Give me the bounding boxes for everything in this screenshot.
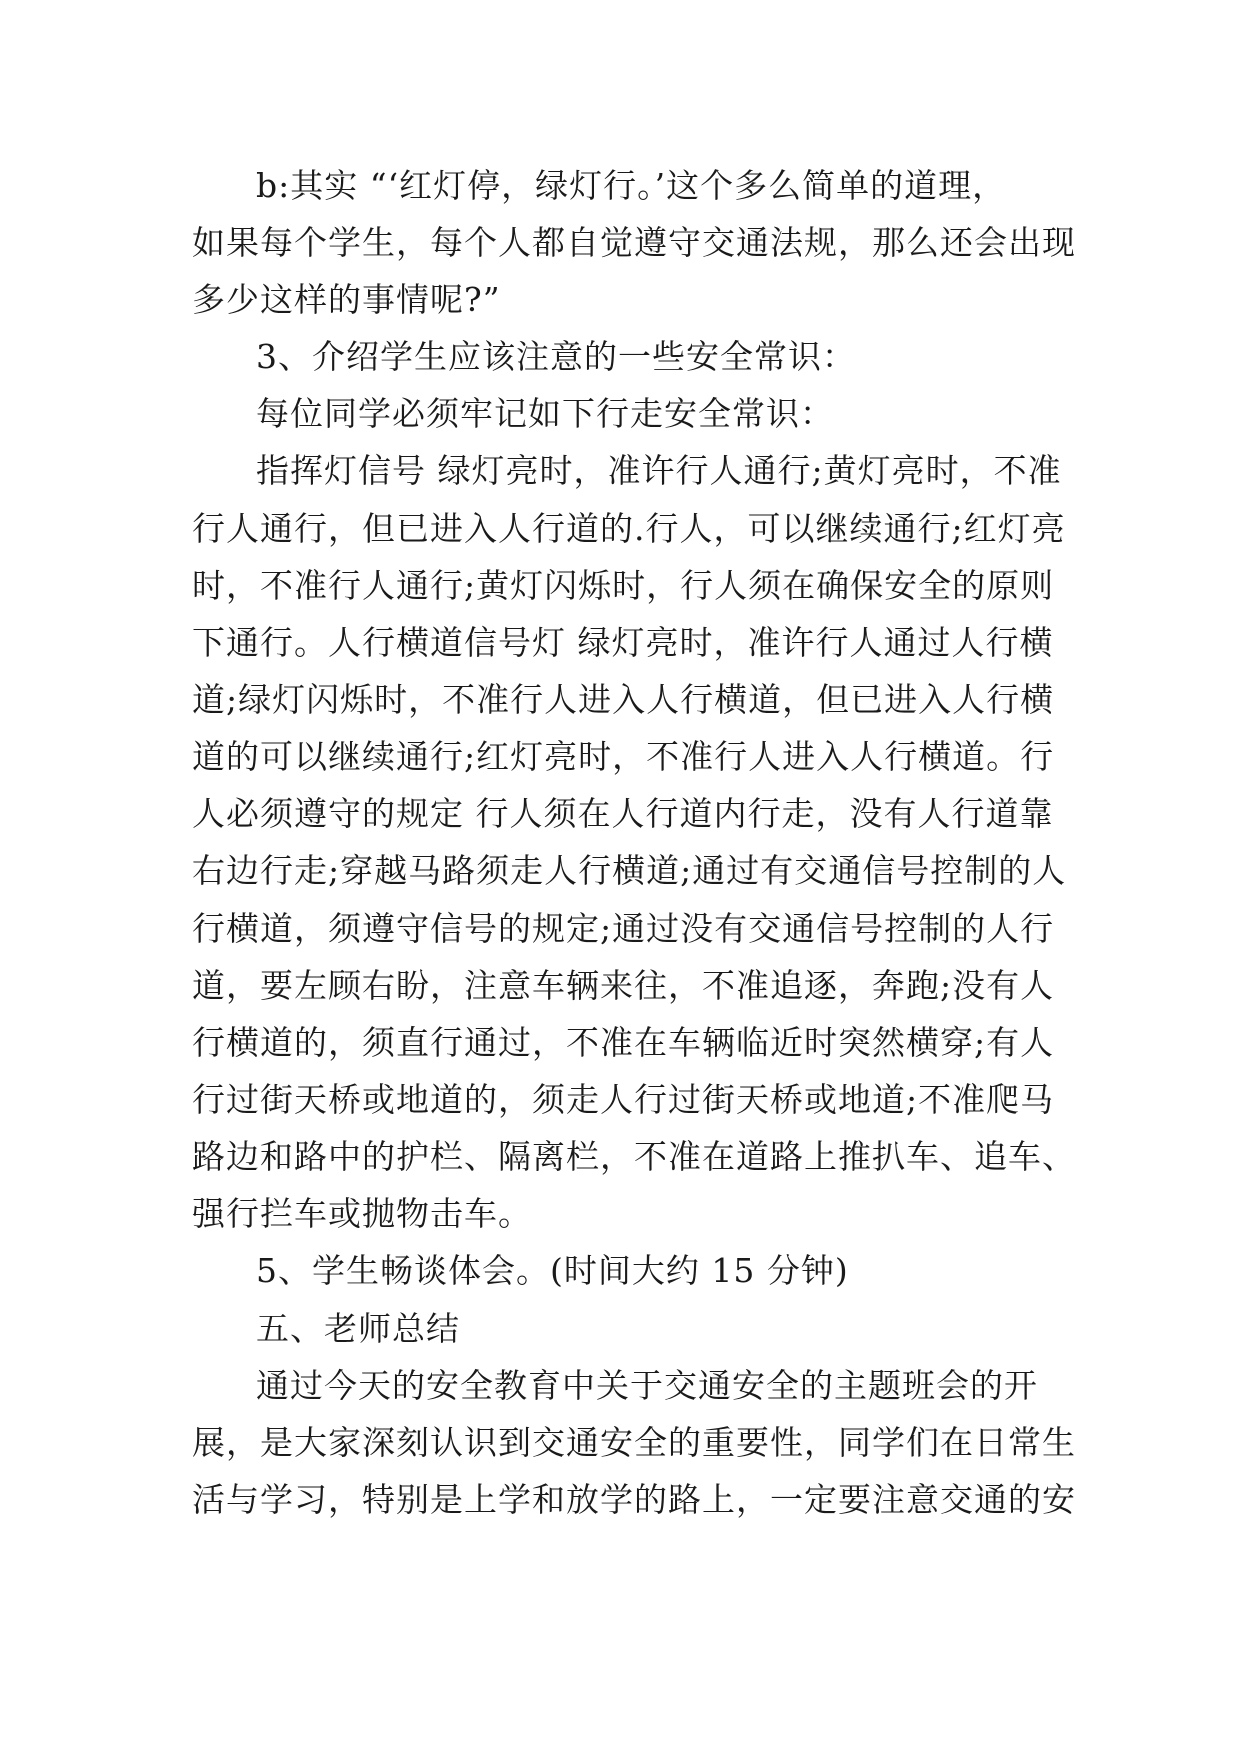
- text-line: 强行拦车或抛物击车。: [192, 1194, 532, 1233]
- text-line: 人必须遵守的规定 行人须在人行道内行走，没有人行道靠: [192, 794, 1054, 833]
- text-line: 右边行走;穿越马路须走人行横道;通过有交通信号控制的人: [192, 851, 1067, 890]
- text-line: 道，要左顾右盼，注意车辆来往，不准追逐，奔跑;没有人: [192, 966, 1055, 1005]
- text-line: 5、学生畅谈体会。(时间大约 15 分钟): [256, 1251, 849, 1290]
- text-line: 行人通行，但已进入人行道的.行人，可以继续通行;红灯亮: [192, 509, 1066, 548]
- text-line: 行横道，须遵守信号的规定;通过没有交通信号控制的人行: [192, 909, 1055, 948]
- text-line: 下通行。人行横道信号灯 绿灯亮时，准许行人通过人行横: [192, 623, 1054, 662]
- text-line: 如果每个学生，每个人都自觉遵守交通法规，那么还会出现: [192, 223, 1076, 262]
- text-line: 展，是大家深刻认识到交通安全的重要性，同学们在日常生: [192, 1423, 1076, 1462]
- text-line: 指挥灯信号 绿灯亮时，准许行人通行;黄灯亮时，不准: [256, 451, 1062, 490]
- text-line: 活与学习，特别是上学和放学的路上，一定要注意交通的安: [192, 1480, 1076, 1519]
- text-line: 道的可以继续通行;红灯亮时，不准行人进入人行横道。行: [192, 737, 1055, 776]
- text-line: 多少这样的事情呢?”: [192, 280, 501, 319]
- text-line: 时，不准行人通行;黄灯闪烁时，行人须在确保安全的原则: [192, 566, 1055, 605]
- text-line: 通过今天的安全教育中关于交通安全的主题班会的开: [256, 1366, 1038, 1405]
- text-line: 每位同学必须牢记如下行走安全常识：: [256, 394, 834, 433]
- text-line: 行横道的，须直行通过，不准在车辆临近时突然横穿;有人: [192, 1023, 1055, 1062]
- text-line: 道;绿灯闪烁时，不准行人进入人行横道，但已进入人行横: [192, 680, 1055, 719]
- text-line: 五、老师总结: [256, 1309, 460, 1348]
- text-line: 路边和路中的护栏、隔离栏，不准在道路上推扒车、追车、: [192, 1137, 1076, 1176]
- text-line: b:其实 “‘红灯停，绿灯行。’这个多么简单的道理，: [256, 166, 1007, 205]
- text-line: 3、介绍学生应该注意的一些安全常识：: [256, 337, 856, 376]
- text-line: 行过街天桥或地道的，须走人行过街天桥或地道;不准爬马: [192, 1080, 1055, 1119]
